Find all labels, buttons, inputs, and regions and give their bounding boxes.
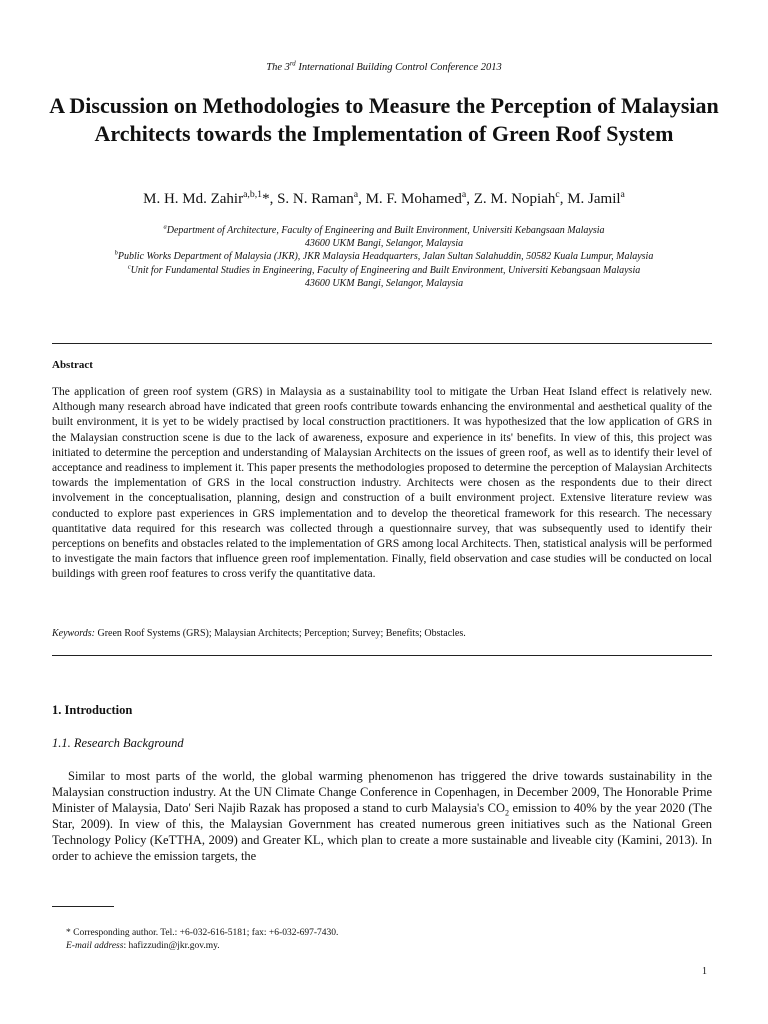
subsection-heading: 1.1. Research Background	[52, 736, 184, 750]
author-name: M. H. Md. Zahir	[143, 191, 244, 207]
email-note: E-mail address: hafizzudin@jkr.gov.my.	[66, 941, 220, 951]
affiliation-b: $^b$Public Works Department of Malaysia (JKR), JKR Malaysia Headquarters, Jalan Sultan Salahuddin, 50582 Kuala Lumpur, Malaysia	[114, 250, 654, 263]
footnote-rule	[52, 906, 114, 907]
abstract-bottom-rule	[52, 655, 712, 656]
author-name: M. Jamil	[567, 191, 621, 207]
intro-paragraph: Similar to most parts of the world, the global warming phenomenon has triggered the drive towards sustainability in the Malaysian construction industry. At the UN Climate Change Conference in Copenhagen, in December 2009, The Honorable Prime Minister of Malaysia, Dato' Seri Najib Razak has proposed a stand to curb Malaysia's $CO_2$ emission to 40% by the year 2020 (The Star, 2009). In view of this, the Malaysian Government has created numerous green initiatives such as the National Green Technology Policy (KeTTHA, 2009) and Greater KL, which plan to create a more sustainable and liveable city (Kamini, 2013). In order to achieve the emission targets, the	[52, 769, 712, 863]
affiliation-c-address: 43600 UKM Bangi, Selangor, Malaysia	[304, 277, 464, 289]
author-name: Z. M. Nopiah	[473, 191, 556, 207]
author-name: S. N. Raman	[277, 191, 354, 207]
author-list: M. H. Md. Zahir$^{a,b,1}$*, S. N. Raman$^a$, M. F. Mohamed$^a$, Z. M. Nopiah$^c$, M. Jamil$^a$	[143, 189, 625, 207]
author-name: M. F. Mohamed	[365, 191, 462, 207]
abstract-text: The application of green roof system (GRS) in Malaysia as a sustainability tool to mitigate the Urban Heat Island effect is relatively new. Although many research abroad have indicated that green roofs contribute towards enhancing the environmental and aesthetical quality of the built environment, it is yet to be widely practised by local construction practitioners. It was hypothesized that the low application of GRS in the Malaysian construction scene is due to the lack of awareness, exposure and experience in its' benefits. In view of this, this project was initiated to determine the perception and understanding of Malaysian Architects on the issues of green roof, as well as to identify their level of acceptance and readiness to implement it. This paper presents the methodologies proposed to determine the perception of Malaysian Architects towards the implementation of GRS in the local construction industry. Architects were chosen as the respondents due to their direct involvement in the conceptualisation, planning, design and construction of a built environment project. Extensive literature review was conducted to explore past experiences in GRS implementation and to develop the theoretical framework for this research. The necessary quantitative data required for this research was collected through a questionnaire survey, that was subsequently used to identify their perceptions on benefits and obstacles related to the implementation of GRS among local Architects. Then, statistical analysis will be performed to investigate the main factors that influence green roof implementation. Finally, field observation and case studies will be conducted on local buildings with green roof features to cross verify the quantitative data.	[52, 386, 712, 581]
abstract-heading: Abstract	[52, 359, 93, 371]
section-heading: 1. Introduction	[52, 703, 133, 717]
affiliation-a: $^a$Department of Architecture, Faculty of Engineering and Built Environment, Universiti Kebangsaan Malaysia	[163, 223, 605, 236]
page-number: 1	[702, 966, 707, 977]
affiliation-c: $^c$Unit for Fundamental Studies in Engineering, Faculty of Engineering and Built Environment, Universiti Kebangsaan Malaysia	[127, 263, 641, 276]
conference-header: The 3rd International Building Control Conference 2013	[266, 60, 502, 73]
affiliation-a-address: 43600 UKM Bangi, Selangor, Malaysia	[304, 238, 464, 250]
keywords-label: Keywords:	[52, 628, 95, 639]
abstract-top-rule	[52, 343, 712, 344]
corresponding-author-note: * Corresponding author. Tel.: +6-032-616-5181; fax: +6-032-697-7430.	[66, 928, 339, 938]
paper-title: A Discussion on Methodologies to Measure the Perception of Malaysian Architects towards the Implementation of Green Roof System	[49, 93, 719, 146]
footnote	[66, 927, 338, 953]
keywords-text: Green Roof Systems (GRS); Malaysian Architects; Perception; Survey; Benefits; Obstacles.	[97, 628, 466, 639]
keywords	[52, 628, 712, 639]
affiliations	[30, 224, 738, 290]
